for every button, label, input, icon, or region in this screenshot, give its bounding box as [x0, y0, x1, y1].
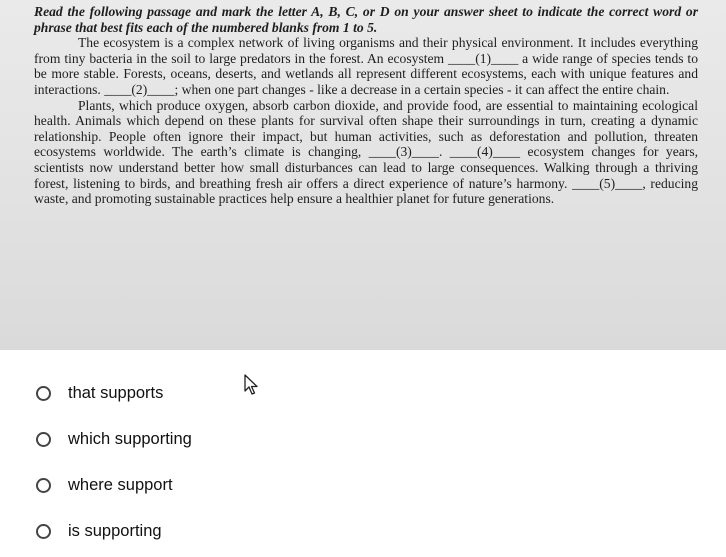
passage-text-segment: . [438, 144, 450, 160]
passage-text-segment: a wide range of species tends to be more stable. Forests, oceans, deserts, and wetlands all represent different ecosystems, each with unique features and interactions. [34, 50, 698, 97]
passage-text-segment: The ecosystem is a complex network of living organisms and their physical environment. It includes everything from tiny bacteria in the soil to large predators in the forest. An ecosystem [34, 35, 698, 66]
option-label: where support [68, 475, 173, 494]
option-label: is supporting [68, 521, 162, 540]
answer-option[interactable] [36, 462, 192, 508]
mouse-pointer-icon [243, 374, 261, 396]
blank-1: ____(1)____ [448, 50, 519, 66]
blank-4: ____(4)____ [449, 144, 521, 160]
instructions: Read the following passage and mark the letter A, B, C, or D on your answer sheet to indicate the correct word or phrase that best fits each of the numbered blanks from 1 to 5. [34, 4, 698, 35]
answer-option[interactable] [36, 370, 192, 416]
answer-option[interactable] [36, 416, 192, 462]
passage-text-segment: ; when one part changes - like a decrease in a certain species - it can affect the entire chain. [174, 81, 670, 97]
answer-options [36, 370, 192, 554]
blank-2: ____(2)____ [104, 81, 175, 97]
radio-button[interactable] [36, 478, 51, 493]
paragraph-1 [34, 35, 698, 97]
option-label: which supporting [68, 429, 192, 448]
paragraph-2 [34, 98, 698, 207]
option-label: that supports [68, 383, 164, 402]
passage-text-segment: ecosystem changes for years, scientists now understand better how small disturbances can lead to large consequences. Walking through a thriving forest, listening to birds, and breathing fresh air offers a direct experience of nature’s harmony. [34, 144, 699, 191]
radio-button[interactable] [36, 524, 51, 539]
radio-button[interactable] [36, 432, 51, 447]
passage-text-segment: Plants, which produce oxygen, absorb carbon dioxide, and provide food, are essential to maintaining ecological health. Animals which depend on these plants for survival often shape their surroundings in turn, creating a dynamic relationship. People often ignore their impact, but human activities, such as deforestation and pollution, threaten ecosystems worldwide. The earth’s climate is changing, [34, 97, 698, 160]
passage-text [34, 4, 698, 207]
answer-option[interactable] [36, 508, 192, 554]
blank-5: ____(5)____ [572, 175, 643, 191]
blank-3: ____(3)____ [368, 144, 439, 160]
radio-button[interactable] [36, 386, 51, 401]
passage-text-segment: , reducing waste, and promoting sustainable practices help ensure a healthier planet for future generations. [34, 175, 698, 207]
